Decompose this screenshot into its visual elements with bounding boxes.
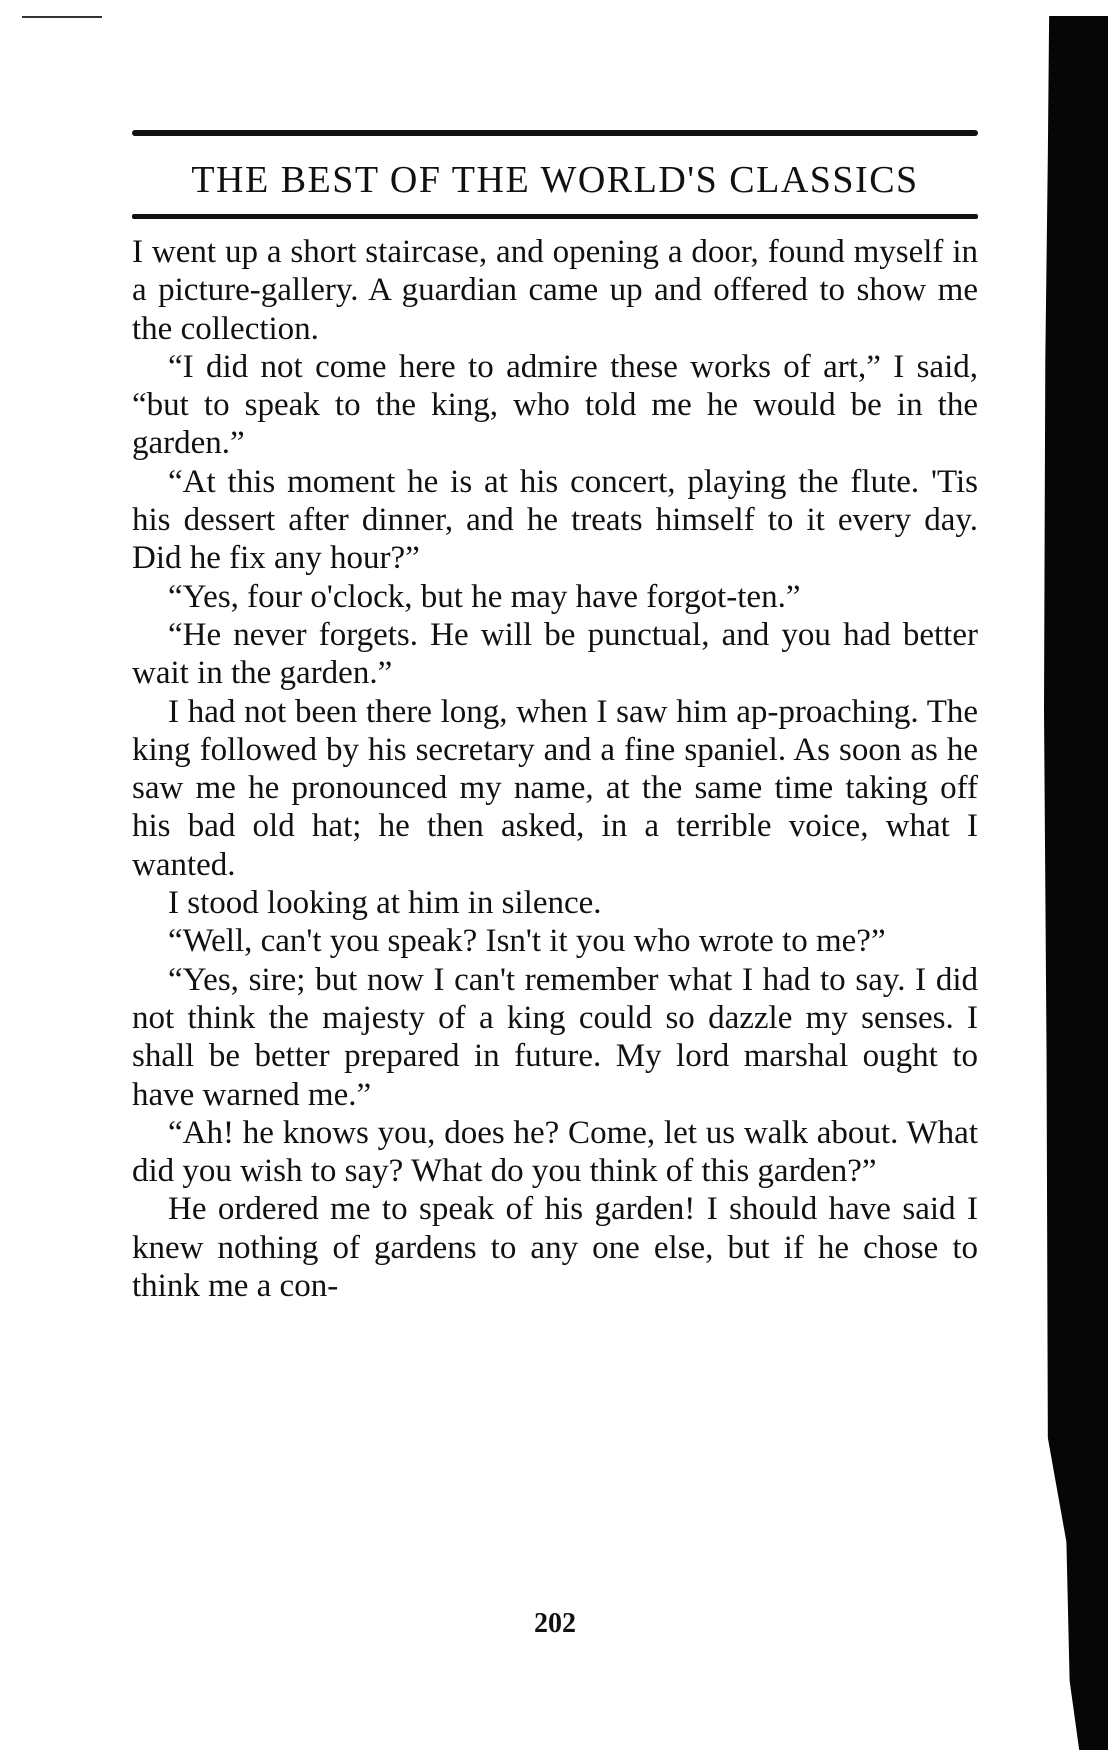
- paragraph-5: “He never forgets. He will be punctual, and you had better wait in the garden.”: [132, 616, 978, 692]
- body-text: [132, 233, 978, 1305]
- paragraph-9: “Yes, sire; but now I can't remember what I had to say. I did not think the majesty of a king could so dazzle my senses. I shall be better prepared in future. My lord marshal ought to have warned me.”: [132, 961, 978, 1113]
- paragraph-8: “Well, can't you speak? Isn't it you who wrote to me?”: [168, 923, 886, 960]
- paragraph-4: “Yes, four o'clock, but he may have forgot-ten.”: [168, 578, 801, 615]
- header-rule-top: [132, 130, 978, 136]
- book-page: [132, 130, 978, 1639]
- paragraph-11: He ordered me to speak of his garden! I should have said I knew nothing of gardens to any one else, but if he chose to think me a con-: [132, 1191, 978, 1305]
- corner-mark: [22, 16, 102, 18]
- paragraph-7: I stood looking at him in silence.: [168, 885, 602, 922]
- page-number: 202: [534, 1608, 576, 1639]
- paragraph-1: I went up a short staircase, and opening a door, found myself in a picture-gallery. A guardian came up and offered to show me the collection.: [132, 234, 978, 347]
- paragraph-2: “I did not come here to admire these works of art,” I said, “but to speak to the king, who told me he would be in the garden.”: [132, 348, 978, 462]
- paragraph-3: “At this moment he is at his concert, playing the flute. 'Tis his dessert after dinner, and he treats himself to it every day. Did he fix any hour?”: [132, 463, 978, 577]
- paragraph-10: “Ah! he knows you, does he? Come, let us walk about. What did you wish to say? What do you think of this garden?”: [132, 1114, 978, 1190]
- header-rule-bottom: [132, 214, 978, 219]
- paragraph-6: I had not been there long, when I saw him ap-proaching. The king followed by his secretary and a fine spaniel. As soon as he saw me he pronounced my name, at the same time taking off his bad old hat; he then asked, in a terrible voice, what I wanted.: [132, 693, 978, 883]
- running-head: THE BEST OF THE WORLD'S CLASSICS: [191, 159, 919, 201]
- page-edge-shadow: [1044, 16, 1108, 1750]
